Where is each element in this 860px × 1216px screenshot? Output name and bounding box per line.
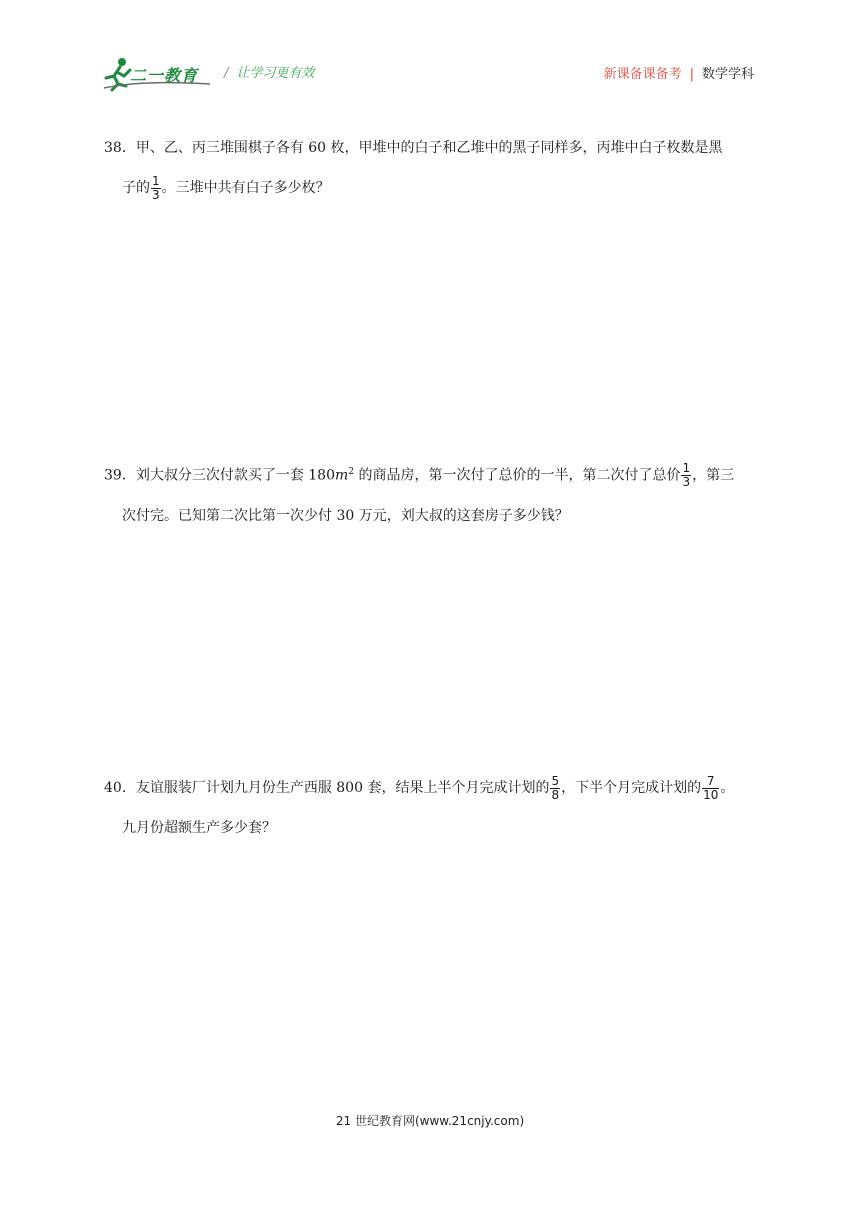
fraction-numerator: 1 (682, 461, 691, 476)
slogan (224, 62, 314, 81)
header-subject-label: 数学学科 (701, 67, 754, 82)
question-text-line2 (104, 168, 764, 208)
fraction-denominator: 8 (551, 787, 560, 802)
fraction-numerator: 5 (551, 773, 560, 788)
fraction (702, 775, 719, 802)
fraction-numerator: 1 (152, 173, 160, 188)
page-header (0, 0, 860, 100)
question-number: 38． (104, 140, 136, 156)
question-text-fragment: 的商品房，第一次付了总价的一半，第二次付了总价 (354, 467, 681, 484)
question-number: 40． (104, 780, 136, 796)
question-text-fragment: 友谊服装厂计划九月份生产西服 800 套，结果上半个月完成计划的 (135, 780, 550, 796)
question-text-fragment: 。 (720, 780, 735, 796)
question-38 (104, 128, 764, 208)
question-number: 39． (104, 467, 136, 484)
fraction (550, 775, 560, 802)
fraction-denominator: 3 (152, 187, 160, 202)
question-text-fragment: 子的 (122, 180, 150, 196)
question-text-fragment: 刘大叔分三次付款买了一套 180 (135, 467, 335, 484)
question-39 (104, 452, 764, 536)
page-footer[interactable]: 21 世纪教育网(www.21cnjy.com) (335, 1114, 525, 1128)
logo-text: 二一教育 (130, 66, 199, 85)
question-40 (104, 768, 764, 848)
question-text-fragment: 。三堆中共有白子多少枚？ (161, 180, 330, 196)
header-course-label: 新课备课备考 (603, 67, 682, 82)
fraction-numerator: 7 (702, 775, 719, 789)
slogan-text: 让学习更有效 (236, 66, 315, 81)
math-variable: m (335, 467, 349, 484)
question-text-line2: 九月份超额生产多少套？ (122, 820, 276, 836)
fraction-denominator: 3 (682, 475, 691, 490)
question-text: 甲、乙、丙三堆围棋子各有 60 枚，甲堆中的白子和乙堆中的黑子同样多，丙堆中白子枚数是黑 (135, 140, 723, 156)
math-superscript: 2 (348, 467, 355, 477)
question-text-line2: 次付完。已知第二次比第一次少付 30 万元，刘大叔的这套房子多少钱？ (122, 507, 569, 524)
header-subject (604, 63, 754, 82)
fraction (151, 175, 161, 202)
fraction-denominator: 10 (703, 787, 719, 802)
fraction (681, 462, 691, 489)
question-text-fragment: ，下半个月完成计划的 (561, 780, 702, 796)
logo (100, 54, 220, 94)
question-text-fragment: ，第三 (692, 467, 735, 484)
slogan-slash: / (224, 66, 229, 81)
header-separator: | (689, 67, 694, 82)
